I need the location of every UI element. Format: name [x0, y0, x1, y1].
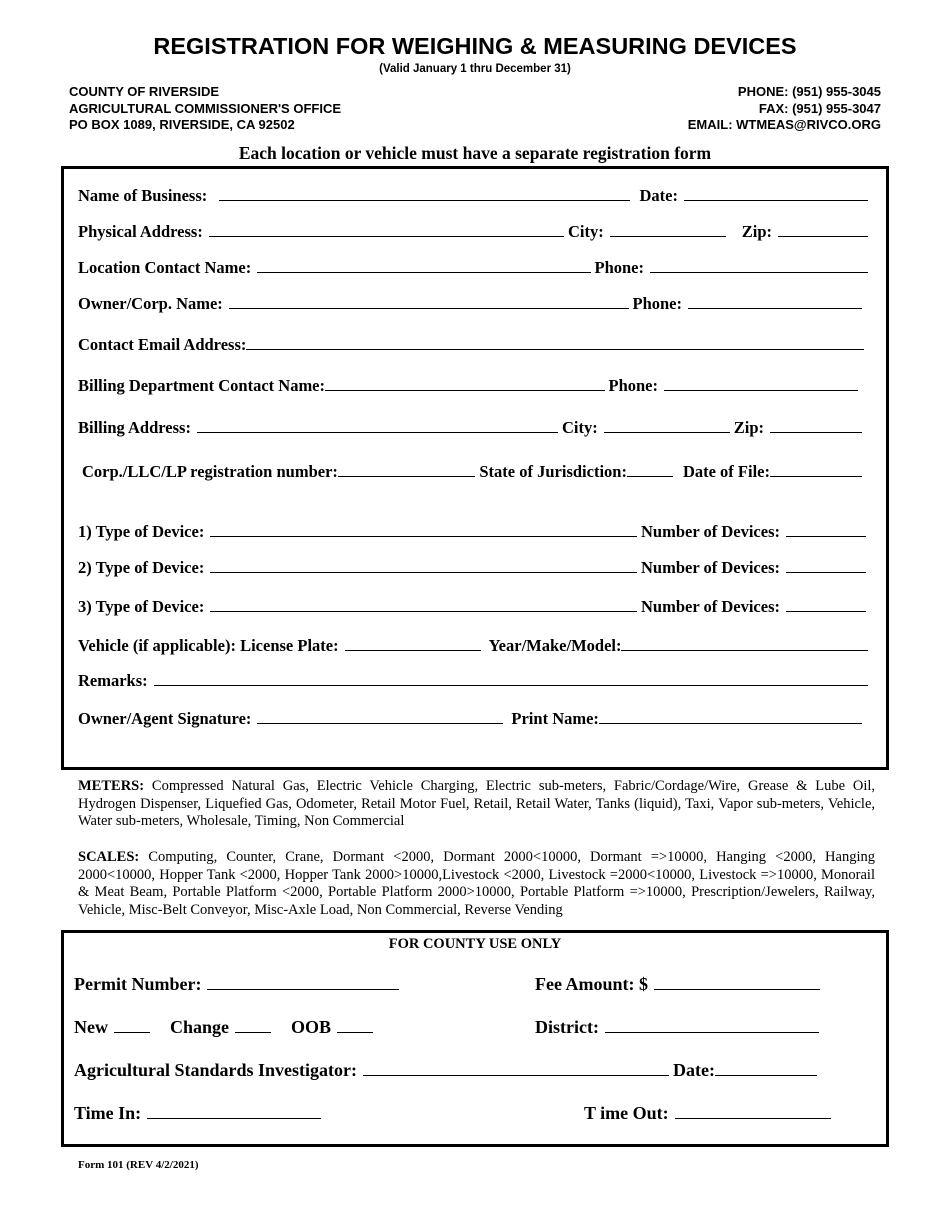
contact-info-block	[688, 84, 881, 134]
oob-label: OOB	[291, 1017, 332, 1037]
investigator-date-label: Date:	[673, 1060, 715, 1080]
org-line-3: PO BOX 1089, RIVERSIDE, CA 92502	[69, 117, 295, 132]
contact-email-row	[78, 335, 868, 355]
vehicle-row	[78, 636, 872, 656]
permit-number-row	[74, 974, 403, 995]
location-contact-label: Location Contact Name:	[78, 258, 252, 277]
meters-legend-label: METERS:	[78, 778, 145, 794]
date-of-file-label: Date of File:	[682, 462, 770, 481]
owner-corp-row	[78, 294, 866, 314]
device-1-count-label: Number of Devices:	[641, 522, 780, 541]
change-field[interactable]	[235, 1018, 271, 1033]
corp-registration-row	[82, 462, 866, 482]
license-plate-field[interactable]	[345, 636, 481, 651]
billing-phone-field[interactable]	[664, 376, 858, 391]
investigator-label: Agricultural Standards Investigator:	[74, 1060, 357, 1080]
district-field[interactable]	[605, 1018, 819, 1033]
print-name-field[interactable]	[599, 709, 862, 724]
billing-address-label: Billing Address:	[78, 418, 191, 437]
device-1-count-field[interactable]	[786, 522, 866, 537]
physical-address-row	[78, 222, 872, 242]
corp-reg-label: Corp./LLC/LP registration number:	[82, 462, 338, 481]
remarks-row	[78, 671, 872, 691]
physical-address-label: Physical Address:	[78, 222, 203, 241]
validity-subtitle: (Valid January 1 thru December 31)	[379, 63, 571, 75]
time-in-row	[74, 1103, 325, 1124]
city-label: City:	[567, 222, 604, 241]
device-3-count-label: Number of Devices:	[641, 597, 780, 616]
form-title: REGISTRATION FOR WEIGHING & MEASURING DEVICES	[153, 33, 797, 59]
physical-address-field[interactable]	[209, 222, 564, 237]
signature-field[interactable]	[257, 709, 503, 724]
new-label: New	[74, 1017, 108, 1037]
location-contact-row	[78, 258, 872, 278]
year-make-model-field[interactable]	[621, 636, 868, 651]
fee-amount-label: Fee Amount: $	[535, 974, 648, 994]
device-2-label: 2) Type of Device:	[78, 558, 205, 577]
device-3-label: 3) Type of Device:	[78, 597, 205, 616]
billing-zip-field[interactable]	[770, 418, 862, 433]
billing-contact-label: Billing Department Contact Name:	[78, 376, 326, 395]
business-name-field[interactable]	[219, 186, 629, 201]
device-2-count-label: Number of Devices:	[641, 558, 780, 577]
district-row	[535, 1017, 823, 1038]
county-use-title: FOR COUNTY USE ONLY	[388, 936, 562, 952]
district-label: District:	[535, 1017, 599, 1037]
office-address-block	[69, 84, 341, 134]
time-in-field[interactable]	[147, 1104, 321, 1119]
permit-number-label: Permit Number:	[74, 974, 202, 994]
scales-legend	[78, 849, 875, 919]
device-3-count-field[interactable]	[786, 597, 866, 612]
investigator-row	[74, 1060, 821, 1081]
change-label: Change	[170, 1017, 230, 1037]
location-contact-field[interactable]	[257, 258, 590, 273]
fee-amount-field[interactable]	[654, 975, 820, 990]
print-name-label: Print Name:	[511, 709, 599, 728]
billing-city-field[interactable]	[604, 418, 730, 433]
time-out-row	[584, 1103, 835, 1124]
billing-address-row	[78, 418, 866, 438]
device-2-row	[78, 558, 870, 578]
date-field[interactable]	[684, 186, 868, 201]
contact-email-field[interactable]	[246, 335, 864, 350]
device-1-row	[78, 522, 870, 542]
device-1-label: 1) Type of Device:	[78, 522, 205, 541]
registration-type-row	[74, 1017, 377, 1038]
form-number: Form 101 (REV 4/2/2021)	[78, 1159, 199, 1171]
org-line-1: COUNTY OF RIVERSIDE	[69, 84, 220, 99]
meters-legend-text: Compressed Natural Gas, Electric Vehicle Charging, Electric sub-meters, Fabric/Cordage/Wire, Grease & Lube Oil, Hydrogen Dispenser, Liquefied Gas, Odometer, Retail Motor Fuel, Retail, Retail Water, Tanks (liquid), Taxi, Vapor sub-meters, Vehicle, Water sub-meters, Wholesale, Timing, Non Commercial	[78, 778, 875, 829]
investigator-date-field[interactable]	[715, 1061, 817, 1076]
contact-email-label: Contact Email Address:	[78, 335, 247, 354]
time-out-field[interactable]	[675, 1104, 831, 1119]
corp-reg-field[interactable]	[338, 462, 475, 477]
owner-phone-label: Phone:	[632, 294, 682, 313]
business-name-row	[78, 186, 872, 206]
owner-corp-field[interactable]	[229, 294, 629, 309]
email-address: EMAIL: WTMEAS@RIVCO.ORG	[687, 117, 881, 132]
device-1-field[interactable]	[210, 522, 637, 537]
new-field[interactable]	[114, 1018, 150, 1033]
owner-phone-field[interactable]	[688, 294, 862, 309]
signature-label: Owner/Agent Signature:	[78, 709, 252, 728]
oob-field[interactable]	[337, 1018, 373, 1033]
org-line-2: AGRICULTURAL COMMISSIONER'S OFFICE	[69, 100, 341, 116]
billing-zip-label: Zip:	[733, 418, 764, 437]
billing-city-label: City:	[561, 418, 598, 437]
zip-label: Zip:	[741, 222, 772, 241]
state-jurisdiction-label: State of Jurisdiction:	[479, 462, 627, 481]
year-make-model-label: Year/Make/Model:	[488, 636, 622, 655]
fee-amount-row	[535, 974, 824, 995]
investigator-field[interactable]	[363, 1061, 669, 1076]
permit-number-field[interactable]	[207, 975, 399, 990]
city-field[interactable]	[610, 222, 726, 237]
phone-number: PHONE: (951) 955-3045	[737, 84, 881, 99]
zip-field[interactable]	[778, 222, 868, 237]
time-in-label: Time In:	[74, 1103, 142, 1123]
fax-number: FAX: (951) 955-3047	[758, 100, 881, 116]
billing-contact-row	[78, 376, 862, 396]
location-phone-field[interactable]	[650, 258, 868, 273]
scales-legend-text: Computing, Counter, Crane, Dormant <2000, Dormant 2000<10000, Dormant =>10000, Hanging <2000, Hanging 2000<10000, Hopper Tank <2000, Hopper Tank 2000>10000,Livestock <2000, Livestock =2000<10000, Livestock =>10000, Monorail & Meat Beam, Portable Platform <2000, Portable Platform 2000>10000, Portable Platform =>10000, Prescription/Jewelers, Railway, Vehicle, Misc-Belt Conveyor, Misc-Axle Load, Non Commercial, Reverse Vending	[78, 849, 875, 918]
scales-legend-label: SCALES:	[78, 849, 140, 865]
billing-contact-field[interactable]	[325, 376, 604, 391]
date-label: Date:	[639, 186, 678, 205]
device-3-field[interactable]	[210, 597, 637, 612]
device-2-count-field[interactable]	[786, 558, 866, 573]
remarks-label: Remarks:	[78, 671, 148, 690]
device-3-row	[78, 597, 870, 617]
billing-phone-label: Phone:	[608, 376, 658, 395]
owner-corp-label: Owner/Corp. Name:	[78, 294, 223, 313]
separate-form-note: Each location or vehicle must have a separate registration form	[238, 143, 712, 163]
billing-address-field[interactable]	[197, 418, 558, 433]
meters-legend	[78, 778, 875, 831]
signature-row	[78, 709, 866, 729]
date-of-file-field[interactable]	[770, 462, 862, 477]
time-out-label: T ime Out:	[584, 1103, 669, 1123]
remarks-field[interactable]	[154, 671, 868, 686]
state-jurisdiction-field[interactable]	[627, 462, 673, 477]
license-plate-label: Vehicle (if applicable): License Plate:	[78, 636, 339, 655]
device-2-field[interactable]	[210, 558, 637, 573]
business-name-label: Name of Business:	[78, 186, 208, 205]
location-phone-label: Phone:	[594, 258, 644, 277]
